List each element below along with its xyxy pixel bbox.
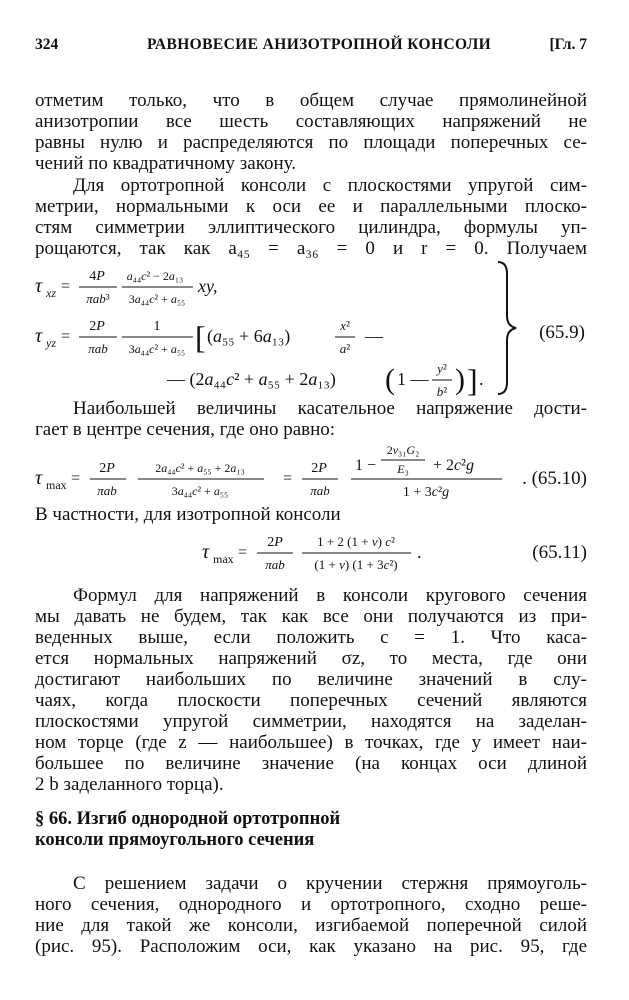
text-line: веденных выше, если положить c = 1. Что каса- bbox=[35, 627, 587, 648]
svg-text:[: [ bbox=[195, 319, 206, 355]
svg-text:2P: 2P bbox=[99, 461, 115, 476]
text-line: Для ортотропной консоли с плоскостями упругой сим- bbox=[73, 175, 587, 196]
equation-number: . (65.10) bbox=[522, 468, 587, 489]
text-line: С решением задачи о кручении стержня прямоуголь- bbox=[73, 873, 587, 894]
text-line: анизотропии все шесть составляющих напряжений не bbox=[35, 111, 587, 132]
svg-text:3a₄₄c² + a₅₅: 3a₄₄c² + a₅₅ bbox=[128, 342, 186, 356]
svg-text:πab: πab bbox=[265, 557, 285, 572]
svg-text:— (2a₄₄c² + a₅₅ + 2a₁₃): — (2a₄₄c² + a₅₅ + 2a₁₃) bbox=[167, 369, 336, 389]
svg-text:τ: τ bbox=[202, 541, 210, 563]
svg-text:4P: 4P bbox=[89, 269, 105, 284]
svg-text:xz: xz bbox=[46, 286, 56, 300]
svg-text:E₃: E₃ bbox=[397, 462, 409, 476]
svg-text:2ν₃₁G₂: 2ν₃₁G₂ bbox=[386, 443, 420, 457]
text-line: плоскостями упругой симметрии, находятся на заделан- bbox=[35, 711, 587, 732]
svg-text:(a₅₅ + 6a₁₃): (a₅₅ + 6a₁₃) bbox=[207, 326, 291, 346]
svg-text:+ 2c²g: + 2c²g bbox=[433, 457, 474, 474]
svg-text:2P: 2P bbox=[89, 319, 105, 334]
svg-text:]: ] bbox=[467, 362, 478, 398]
text-line: ного сечения, однородного и ортотропного, сходно реше- bbox=[35, 894, 587, 915]
text-line: 2 b заделанного торца). bbox=[35, 774, 224, 795]
svg-text:x²: x² bbox=[340, 318, 350, 333]
svg-text:τ: τ bbox=[35, 467, 43, 489]
svg-text:a₄₄c² − 2a₁₃: a₄₄c² − 2a₁₃ bbox=[126, 269, 184, 283]
text-line: ется нормальных напряжений σz, то места, где они bbox=[35, 648, 587, 669]
svg-text:1 —: 1 — bbox=[397, 369, 429, 389]
svg-text:2P: 2P bbox=[267, 535, 283, 550]
equation-number: (65.9) bbox=[539, 322, 585, 343]
equation-65-11-graphic bbox=[35, 528, 595, 578]
svg-text:max: max bbox=[213, 552, 234, 566]
svg-text:yz: yz bbox=[46, 336, 56, 350]
text-line: чений по квадратичному закону. bbox=[35, 153, 296, 174]
svg-text:=: = bbox=[238, 544, 248, 561]
section-title-line: консоли прямоугольного сечения bbox=[35, 830, 315, 850]
text-line: равны нулю и распределяются по площади поперечных се- bbox=[35, 132, 587, 153]
chapter-marker: [Гл. 7 bbox=[549, 36, 587, 53]
equation-number: (65.11) bbox=[532, 542, 587, 563]
svg-text:πab: πab bbox=[97, 483, 117, 498]
text-line: Формул для напряжений в консоли кругового сечения bbox=[73, 585, 587, 606]
svg-text:3a₄₄c² + a₅₅: 3a₄₄c² + a₅₅ bbox=[128, 292, 186, 306]
running-title: РАВНОВЕСИЕ АНИЗОТРОПНОЙ КОНСОЛИ bbox=[147, 36, 492, 53]
svg-text:1: 1 bbox=[153, 319, 161, 334]
equation-65-10 bbox=[35, 440, 595, 506]
text-line: достигают наибольших по величине значений в слу- bbox=[35, 669, 587, 690]
text-line: большее по величине значение (на концах оси длиной bbox=[35, 753, 587, 774]
svg-text:τ: τ bbox=[35, 275, 43, 297]
svg-text:(1 + ν) (1 + 3c²): (1 + ν) (1 + 3c²) bbox=[314, 557, 398, 572]
svg-text:=: = bbox=[71, 470, 81, 487]
section-title-line: § 66. Изгиб однородной ортотропной bbox=[35, 809, 341, 829]
svg-text:=: = bbox=[61, 328, 71, 345]
running-header bbox=[35, 36, 587, 58]
svg-text:1 + 2 (1 + ν) c²: 1 + 2 (1 + ν) c² bbox=[317, 534, 395, 549]
text-line: стям симметрии эллиптического цилиндра, формулы уп- bbox=[35, 217, 587, 238]
svg-text:2P: 2P bbox=[311, 461, 327, 476]
svg-text:max: max bbox=[46, 478, 67, 492]
text-line: ном торце (где z — наибольшее) в точках, где y имеет наи- bbox=[35, 732, 587, 753]
svg-text:.: . bbox=[417, 542, 422, 562]
page-number: 324 bbox=[35, 36, 59, 53]
svg-text:a²: a² bbox=[339, 341, 351, 356]
svg-text:πab: πab bbox=[310, 483, 330, 498]
svg-text:.: . bbox=[479, 369, 484, 389]
svg-text:τ: τ bbox=[35, 325, 43, 347]
svg-text:2a₄₄c² + a₅₅ + 2a₁₃: 2a₄₄c² + a₅₅ + 2a₁₃ bbox=[155, 461, 245, 475]
text-line: метрии, нормальными к оси ее и параллельными плоско- bbox=[35, 196, 587, 217]
svg-text:=: = bbox=[283, 470, 293, 487]
svg-text:πab³: πab³ bbox=[86, 291, 110, 306]
svg-text:1 −: 1 − bbox=[355, 457, 377, 474]
svg-text:b²: b² bbox=[436, 384, 448, 399]
text-line: В частности, для изотропной консоли bbox=[35, 504, 341, 525]
svg-text:1 + 3c²g: 1 + 3c²g bbox=[402, 485, 450, 500]
text-line: Наибольшей величины касательное напряжение дости- bbox=[73, 398, 587, 419]
text-line: чаях, когда плоскости поперечных сечений являются bbox=[35, 690, 587, 711]
equation-65-11 bbox=[35, 528, 595, 578]
svg-text:—: — bbox=[365, 326, 383, 346]
text-line: рощаются, так как a₄₅ = a₃₆ = 0 и r = 0. Получаем bbox=[35, 238, 587, 259]
svg-text:): ) bbox=[455, 363, 465, 396]
equation-65-9 bbox=[35, 256, 595, 399]
svg-text:πab: πab bbox=[88, 341, 108, 356]
text-line: гает в центре сечения, где оно равно: bbox=[35, 419, 336, 440]
text-line: ние для такой же консоли, изгибаемой поперечной силой bbox=[35, 915, 587, 936]
equation-65-10-graphic bbox=[35, 440, 595, 506]
svg-text:(: ( bbox=[385, 363, 395, 396]
svg-text:3a₄₄c² + a₅₅: 3a₄₄c² + a₅₅ bbox=[171, 484, 229, 498]
svg-text:=: = bbox=[61, 278, 71, 295]
svg-text:xy,: xy, bbox=[198, 276, 218, 296]
text-line: отметим только, что в общем случае прямолинейной bbox=[35, 90, 587, 111]
text-line: мы давать не будем, так как все они получаются из при- bbox=[35, 606, 587, 627]
equation-65-9-graphic bbox=[35, 256, 595, 399]
text-line: (рис. 95). Расположим оси, как указано на рис. 95, где bbox=[35, 936, 587, 957]
svg-text:y²: y² bbox=[437, 361, 447, 376]
